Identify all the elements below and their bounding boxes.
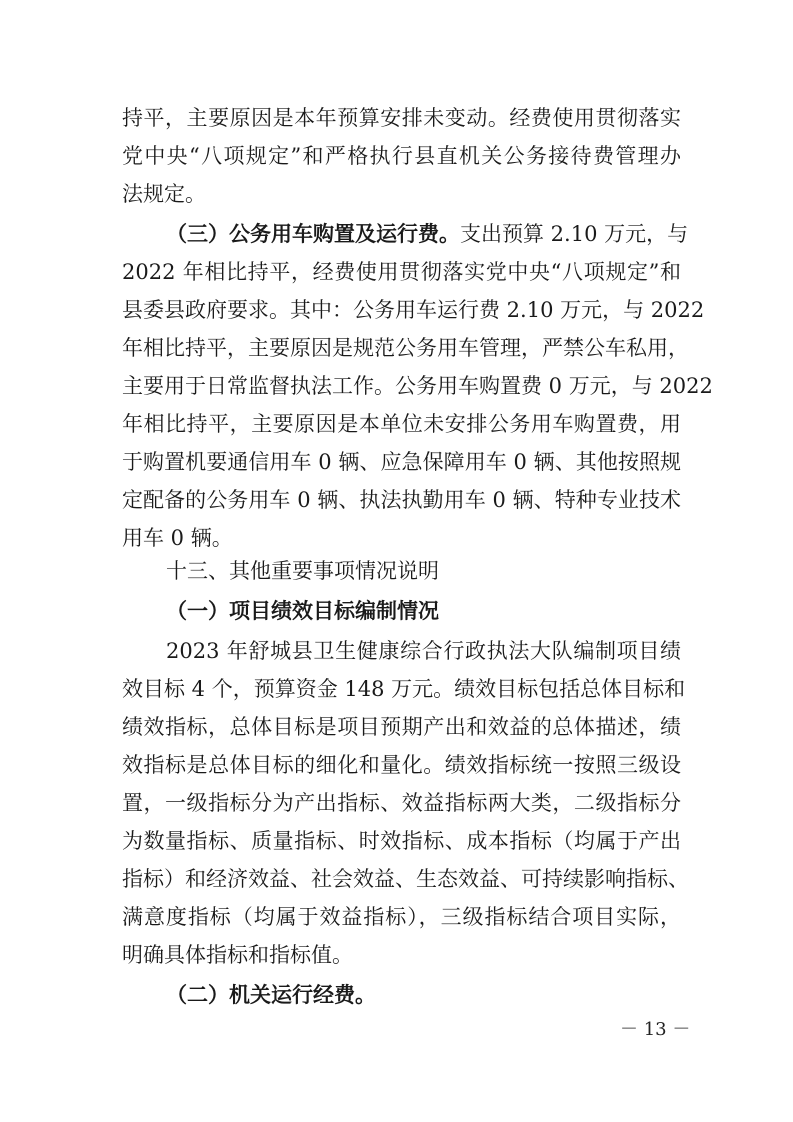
- text-line: 满意度指标（均属于效益指标），三级指标结合项目实际，: [122, 905, 681, 929]
- text-line: 绩效指标，总体目标是项目预期产出和效益的总体描述，绩: [122, 715, 681, 739]
- text-line: 指标）和经济效益、社会效益、生态效益、可持续影响指标、: [122, 867, 689, 891]
- text-line: 明确具体指标和指标值。: [122, 943, 353, 967]
- text-run: 支出预算 2.10 万元，与: [460, 222, 689, 246]
- text-line: 2022 年相比持平，经费使用贯彻落实党中央“八项规定”和: [122, 260, 681, 284]
- text-line: 于购置机要通信用车 0 辆、应急保障用车 0 辆、其他按照规: [122, 450, 681, 474]
- text-line: 定配备的公务用车 0 辆、执法执勤用车 0 辆、特种专业技术: [122, 488, 681, 512]
- section-heading-13: 十三、其他重要事项情况说明: [166, 559, 439, 583]
- text-line: 用车 0 辆。: [122, 526, 233, 550]
- text-line: 县委县政府要求。其中：公务用车运行费 2.10 万元，与 2022: [122, 298, 705, 322]
- text-line: 持平，主要原因是本年预算安排未变动。经费使用贯彻落实: [122, 106, 681, 130]
- text-line: 效目标 4 个，预算资金 148 万元。绩效目标包括总体目标和: [122, 677, 686, 701]
- text-line: 年相比持平，主要原因是本单位未安排公务用车购置费，用: [122, 412, 681, 436]
- text-line: 效指标是总体目标的细化和量化。绩效指标统一按照三级设: [122, 753, 681, 777]
- text-line: 党中央“八项规定”和严格执行县直机关公务接待费管理办: [122, 144, 681, 168]
- text-line: 年相比持平，主要原因是规范公务用车管理，严禁公车私用，: [122, 336, 689, 360]
- text-line: 为数量指标、质量指标、时效指标、成本指标（均属于产出: [122, 829, 681, 853]
- subsection-heading-1: （一）项目绩效目标编制情况: [166, 599, 439, 623]
- text-line: 法规定。: [122, 182, 206, 206]
- section-heading-vehicle: （三）公务用车购置及运行费。: [166, 222, 460, 246]
- text-line: 置，一级指标分为产出指标、效益指标两大类，二级指标分: [122, 791, 681, 815]
- page-number: － 13 －: [620, 1019, 691, 1040]
- paragraph-first-line: [166, 219, 689, 249]
- subsection-heading-2: （二）机关运行经费。: [166, 983, 376, 1007]
- text-line: 主要用于日常监督执法工作。公务用车购置费 0 万元，与 2022: [122, 374, 713, 398]
- text-line: 2023 年舒城县卫生健康综合行政执法大队编制项目绩: [166, 639, 681, 663]
